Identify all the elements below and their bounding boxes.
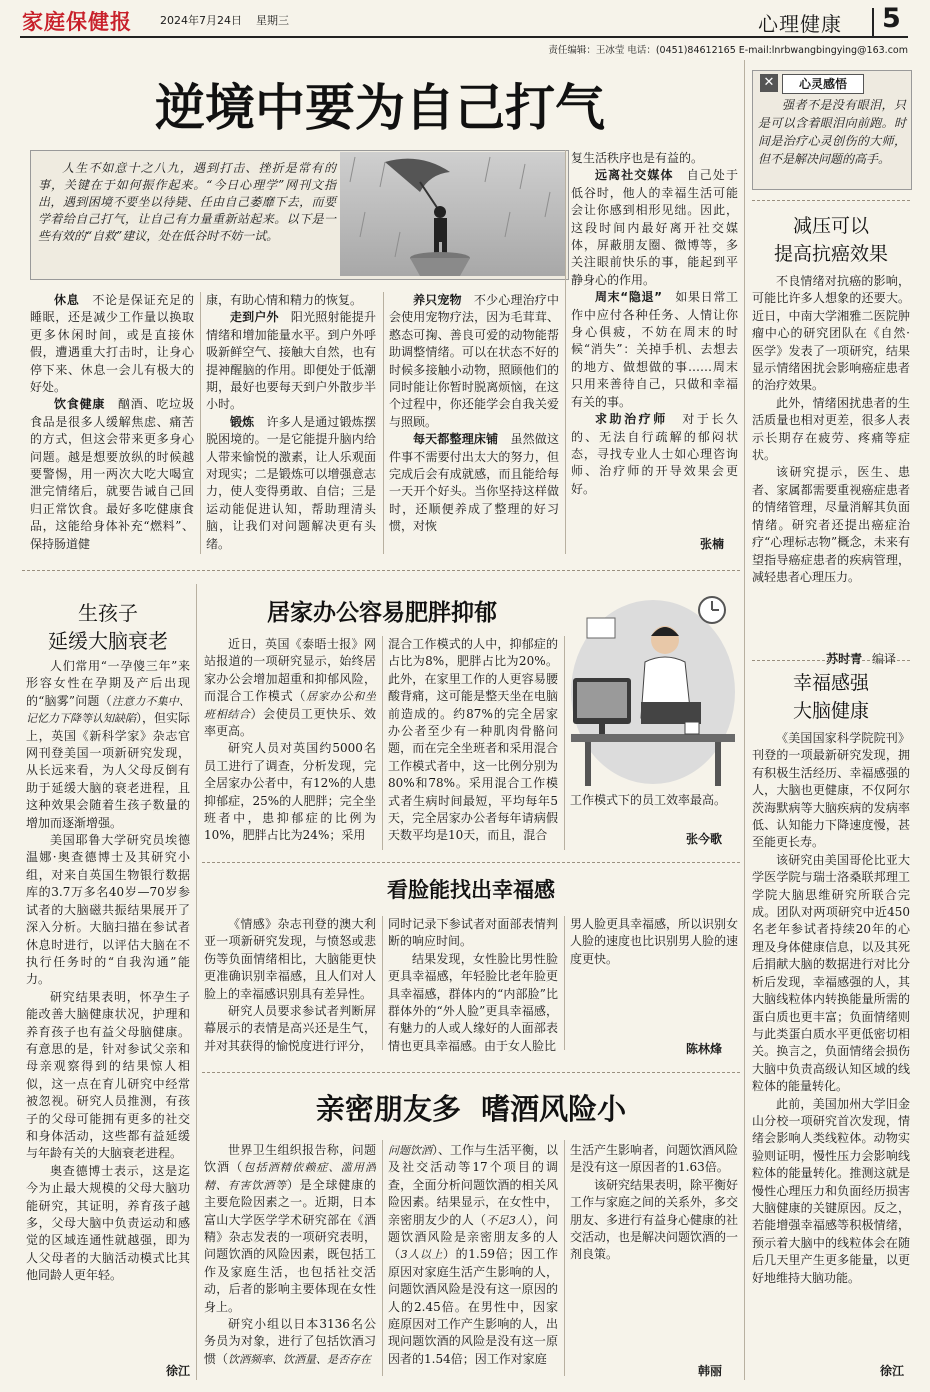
paragraph [30,292,194,396]
text-run: 包括酒精依赖症、滥用酒精、有害饮酒等 [204,1161,376,1192]
paragraph [204,916,376,1003]
section-divider-1 [22,570,740,571]
text-run: 酗酒、吃垃圾食品是很多人缓解焦虑、痛苦的方式，但这会带来更多身心问题。越是想要放纵的时候越要警惕，用一两次大吃大喝宣泄完情绪后，就要告诫自己回归正常饮食。最好多吃健康食品，这能给身体补充“燃料”、保持肠道健 [30,397,194,551]
illustration-umbrella-figure [340,152,565,276]
home-office-column-2 [388,636,558,848]
home-office-author: 张今歌 [685,832,722,846]
paragraph-lead: 锻炼 [230,414,255,429]
paragraph [389,292,559,431]
text-run: 阳光照射能提升情绪和增加能量水平。到户外呼吸新鲜空气、接触大自然，也有提神醒脑的作用。即便处于低潮期，最好也要每天到户外散步半小时。 [206,310,376,412]
main-col-rule-3 [565,150,566,554]
text-run: 研究小组以日本3136名公务员为对象，进行了包括饮酒习惯（ [204,1317,376,1366]
text-run: 《情感》杂志刊登的澳大利亚一项新研究发现，与愤怒或悲伤等负面情绪相比，大脑能更快更准确识别幸福感，且人们对人脸上的幸福感识别具有差异性。 [204,917,376,1001]
section-name: 心理健康 [758,12,842,36]
text-run: 工作模式下的员工效率最高。 [570,793,727,807]
text-run: ）、工作与生活平衡，以及社交活动等17个项目的调查，全面分析问题饮酒的相关风险因素。结果显示，在女性中，亲密朋友少的人（ [388,1143,558,1227]
paragraph [206,292,376,309]
left-article-author: 徐江 [165,1364,190,1378]
paragraph [30,396,194,553]
text-run: 不足3人 [486,1213,528,1227]
home-office-rule-1 [382,636,383,850]
section-divider-3 [202,1072,740,1073]
paragraph [571,411,738,498]
side-article-2-title-line2: 大脑健康 [792,700,869,722]
side-article-1-title-line1: 减压可以 [792,215,869,237]
issue-weekday: 星期三 [256,14,289,27]
text-run: 居家办公和坐班相结合 [204,690,376,721]
friends-rule-1 [382,1140,383,1376]
issue-date: 2024年7月24日 [160,14,242,27]
text-run: 美国耶鲁大学研究员埃德温娜·奥查德博士及其研究小组，对来自英国生物银行数据库的3.7万多名40岁—70岁参试者的大脑磁共振结果展开了深入分析。大脑扫描在参试者休息时进行，以评估大脑在不执行任务时的“自我沟通”能力。 [26,833,190,987]
home-office-rule-2 [564,636,565,850]
quote-label: 心灵感悟 [782,74,864,94]
paragraph [388,916,558,951]
text-run: 不论是保证充足的睡眠，还是减少工作量以换取更多休闲时间，或是直接休假，遭遇重大打击时，让身心停下来、休息一会儿有极大的好处。 [30,293,194,395]
text-run: 研究人员要求参试者判断屏幕展示的表情是高兴还是生气，并对其获得的愉悦度进行评分， [204,1004,376,1053]
paragraph [570,916,738,968]
main-col-rule-2 [383,292,384,554]
illustration-home-office [567,582,739,792]
paragraph-lead: 每天都整理床铺 [413,432,499,447]
text-run: 男人脸更具幸福感，所以识别女人脸的速度也比识别男人脸的速度更快。 [570,917,738,966]
header-rule [20,36,908,38]
paragraph-lead: 养只宠物 [413,293,462,307]
text-run: 结果发现，女性脸比男性脸更具幸福感，年轻脸比老年脸更具幸福感，群体内的“内部脸”比群体外的“外人脸”更具幸福感，有魅力的人或人缘好的人面部表情也更具幸福感。由于女人脸比 [388,951,558,1053]
text-run: 同时记录下参试者对面部表情判断的响应时间。 [388,917,558,949]
happy-face-title: 看脸能找出幸福感 [387,878,555,902]
side-article-1-author-role: 编译 [871,652,896,666]
happy-face-column-1 [204,916,376,1056]
text-run: 问题饮酒 [388,1144,432,1157]
text-run: 不少心理治疗中会使用宠物疗法，因为毛茸茸、憨态可掬、善良可爱的动物能帮助调整情绪。可以在状态不好的时候多接触小动物，照顾他们的同时能让你暂时脱离烦恼，在这个过程中，你还能学会自我关爱与照顾。 [389,293,559,429]
paragraph [26,1163,190,1285]
paragraph [206,309,376,413]
text-run: 奥查德博士表示，这是迄今为止最大规模的父母大脑功能研究，其证明，养育孩子越多，父母大脑中负责运动和感觉的区域连通性就越强，即为人父母者的大脑活动模式比其他同龄人更年轻。 [26,1163,190,1283]
editor-contact: 责任编辑：王冰莹 电话：(0451)84612165 E-mail:lnrbwangbingying@163.com [548,45,908,56]
text-run: 如果日常工作中应付各种任务、人情让你身心俱疲，不妨在周末的时候“消失”：关掉手机、去想去的地方、做想做的事……周末只用来善待自己，只做和幸福有关的事。 [571,290,738,409]
main-article-column-3 [389,292,559,556]
text-run: 该研究由美国哥伦比亚大学医学院与瑞士洛桑联邦理工学院大脑思维研究所联合完成。团队对两项研究中近450名老年参试者持续20年的心理及身体健康信息，以及其死后捐献大脑的数据进行对比分析后发现，幸福感强的人，其大脑线粒体内转换能量所需的蛋白质也更丰富；负面情绪则与此类蛋白质水平更低密切相关。换言之，负面情绪会损伤大脑中负责高级认知区域的线粒体的能量转化。 [752,852,910,1094]
paragraph [206,414,376,553]
home-office-title: 居家办公容易肥胖抑郁 [267,600,497,626]
paragraph [570,1142,738,1177]
text-run: ），问题饮酒风险是亲密朋友多的人（ [388,1212,558,1262]
happy-face-column-2 [388,916,558,1056]
text-run: 此前，美国加州大学旧金山分校一项研究首次发现，情绪会影响人类线粒体。动物实验则证明，慢性压力会影响线粒体的能量转化。推测这就是慢性心理压力和负面经历损害大脑健康的关键原因。反之，若能增强幸福感等积极情绪，预示着大脑中的线粒体会在随后几天里产生更多能量，以更好地维持大脑功能。 [752,1096,910,1285]
text-run: 康，有助心情和精力的恢复。 [206,293,363,307]
side-article-2-body [752,730,910,1360]
text-run: 自己处于低谷时，他人的幸福生活可能会让你感到相形见绌。因此，这段时间内最好离开社交媒体，屏蔽朋友圈、微博等，多关注眼前快乐的事，能起到平静身心的作用。 [571,168,738,287]
paragraph [26,989,190,1163]
text-run: 不良情绪对抗癌的影响，可能比许多人想象的还要大。近日，中南大学湘雅二医院肿瘤中心的研究团队在《自然·医学》发表了一项研究，结果显示情绪困扰会影响癌症患者的治疗效果。 [752,274,910,393]
side-article-2-title-line1: 幸福感强 [792,672,869,694]
masthead: 家庭保健报 [22,10,132,34]
text-run: 该研究结果表明，除平衡好工作与家庭之间的关系外，多交朋友、多进行有益身心健康的社交活动，也是解决问题饮酒的一剂良策。 [570,1177,738,1262]
paragraph [571,150,738,167]
paragraph-lead: 远离社交媒体 [595,168,674,183]
happy-face-author: 陈林烽 [685,1042,722,1056]
page-number: 5 [882,3,901,34]
paragraph-lead: 休息 [54,293,80,307]
text-run: 对于长久的、无法自行疏解的郁闷状态，寻找专业人士如心理咨询师、治疗师的开导效果会更好。 [571,412,738,496]
text-run: ）的1.59倍；因工作原因对家庭生活产生影响的人，问题饮酒风险是没有这一原因的人的2.45倍。在男性中，因家庭原因对工作产生影响的人，出现问题饮酒的风险是没有这一原因者的1.54倍；因工作对家庭 [388,1247,558,1366]
friends-rule-2 [564,1140,565,1376]
text-run: 人们常用“一孕傻三年”来形容女性在孕期及产后出现的“脑雾”问题（ [26,659,190,708]
paragraph [752,273,910,395]
text-run: 虽然做这件事不需要付出太大的努力，但完成后会有成就感，而且能给每一天开个好头。当你坚持这样做时，还顺便养成了整理的好习惯，对恢 [389,432,559,534]
paragraph-lead: 饮食健康 [54,397,106,412]
quote-label-icon: ✕ [760,74,778,92]
side-article-1-body [752,273,910,633]
paragraph [752,730,910,852]
paragraph [571,289,738,411]
text-run: 注意力不集中、记忆力下降等认知缺陷 [26,694,190,726]
side-article-1-title-line2: 提高抗癌效果 [773,243,888,265]
left-article-body [26,658,190,1360]
text-run: 研究人员对英国约5000名员工进行了调查，分析发现，完全居家办公者中，有12%的人患抑郁症，25%的人肥胖；完全坐班者中，患抑郁症的比例为10%，肥胖占比为24%；采用 [204,741,376,843]
paragraph [389,431,559,535]
paragraph [26,832,190,989]
main-article-column-1 [30,292,194,556]
friends-column-3 [570,1142,738,1364]
text-run: 许多人是通过锻炼摆脱困境的。一是它能提升脑内给人带来愉悦的激素，让人乐观面对现实；二是锻炼可以增强意志力，使人变得勇敢、自信；三是运动能促进认知，帮助理清头脑，让我们对问题解决更有头绪。 [206,414,376,551]
paragraph [204,636,376,740]
friends-title: 亲密朋友多 嗜酒风险小 [315,1092,627,1126]
text-run: 《美国国家科学院院刊》刊登的一项最新研究发现，拥有积极生活经历、幸福感强的人，大脑也更健康，不仅阿尔茨海默病等大脑疾病的发病率低、认知能力下降速度慢，甚至能更长寿。 [752,731,910,850]
paragraph [571,167,738,289]
paragraph-lead: 走到户外 [230,310,279,325]
text-run: ）是全球健康的主要危险因素之一。近期，日本富山大学医学学术研究部在《酒精》杂志发表的一项研究表明，问题饮酒的风险因素，既包括工作及家庭生活，也包括社交活动，后者的影响主要体现在女性身上。 [204,1177,376,1314]
paragraph [204,1142,376,1316]
left-col-rule [196,584,197,1380]
quote-text: 强者不是没有眼泪，只是可以含着眼泪向前跑。时间是治疗心灵创伤的大师，但不是解决问题的高手。 [758,98,906,166]
intro-text: 人生不如意十之八九，遇到打击、挫折是常有的事，关键在于如何振作起来。“今日心理学”网刊文指出，遇到困境不要坐以待毙、任由自己萎靡下去，而要学着给自己打气，让自己有力量重新站起来。以下是一些有效的“自救”建议，处在低谷时不妨一试。 [38,161,336,243]
text-run: ），但实际上，英国《新科学家》杂志官网刊登美国一项新研究发现，从长远来看，为人父母反倒有助于延缓大脑的衰老进程，且这种效果会随着生孩子数量的增加而逐渐增强。 [26,711,190,830]
side-article-1-author: 苏时青 [826,652,863,666]
text-run: 混合工作模式的人中，抑郁症的占比为8%，肥胖占比为20%。此外，在家里工作的人更容易腰酸背痛，这可能是整天坐在电脑前造成的。约87%的完全居家办公者至少有一种肌肉骨骼问题，而在完全坐班者和采用混合工作模式者中，这一比例分别为80%和78%。采用混合工作模式者生病时间最短，平均每年5天，完全居家办公者每年请病假天数平均是10天，而且，混合 [388,637,558,843]
side-article-1-credit [752,650,896,667]
paragraph [204,1316,376,1368]
main-col-rule-1 [200,292,201,554]
paragraph [388,636,558,845]
left-article-title-line1: 生孩子 [78,601,138,625]
paragraph [26,658,190,832]
main-article-author: 张楠 [699,537,724,551]
text-run: 近日，英国《泰晤士报》网站报道的一项研究显示，始终居家办公会增加超重和抑郁风险，而混合工作模式（ [204,637,376,704]
text-run: 此外，情绪困扰患者的生活质量也相对更差，很多人表示长期存在疲劳、疼痛等症状。 [752,395,910,463]
friends-column-2 [388,1142,558,1382]
happy-face-rule-1 [382,916,383,1050]
paragraph [752,1096,910,1287]
main-article-column-2 [206,292,376,556]
left-article-title-line2: 延缓大脑衰老 [48,629,168,653]
paragraph [204,1003,376,1055]
text-run: ）会使员工更快乐、效率更高。 [204,706,376,739]
text-run: 该研究提示，医生、患者、家属都需要重视癌症患者的情绪管理，尽量消解其负面情绪。研究者还提出癌症治疗“心理标志物”概念，未来有望指导癌症患者的疾病管理，减轻患者心理压力。 [752,465,910,584]
happy-face-column-3 [570,916,738,1040]
main-article-title: 逆境中要为自己打气 [155,78,605,137]
home-office-column-1 [204,636,376,848]
paragraph [752,464,910,586]
main-article-column-4 [571,150,738,532]
text-run: 复生活秩序也是有益的。 [571,151,704,165]
paragraph [752,395,910,465]
section-divider-2 [202,862,740,863]
text-run: 3人以上 [400,1248,444,1262]
friends-author: 韩丽 [697,1364,722,1378]
paragraph [388,1142,558,1368]
text-run: 饮酒频率、饮酒量、是否存在 [228,1352,372,1366]
happy-face-rule-2 [564,916,565,1050]
side-divider-mid [752,660,910,661]
text-run: 生活产生影响者，问题饮酒风险是没有这一原因者的1.63倍。 [570,1143,738,1175]
paragraph [570,1177,738,1264]
text-run: 世界卫生组织报告称，问题饮酒（ [204,1143,376,1175]
paragraph [570,792,738,809]
paragraph [204,740,376,844]
paragraph [388,951,558,1055]
text-run: 研究结果表明，怀孕生子能改善大脑健康状况，护理和养育孩子也有益父母脑健康。有意思的是，针对参试父亲和母亲观察得到的结果惊人相似，这一点在育儿研究中经常被忽视。研究人员推测，有孩子的父母可能拥有更多的社交和身体活动，这些都有益延缓与年龄有关的大脑衰老进程。 [26,989,190,1161]
paragraph [752,852,910,1096]
paragraph-lead: 求助治疗师 [595,412,668,427]
side-article-2-author: 徐江 [879,1364,904,1378]
paragraph-lead: 周末“隐退” [595,290,663,305]
page-number-divider [872,8,874,36]
side-divider-top [752,200,910,201]
friends-column-1 [204,1142,376,1382]
sidebar-rule [744,60,745,1380]
